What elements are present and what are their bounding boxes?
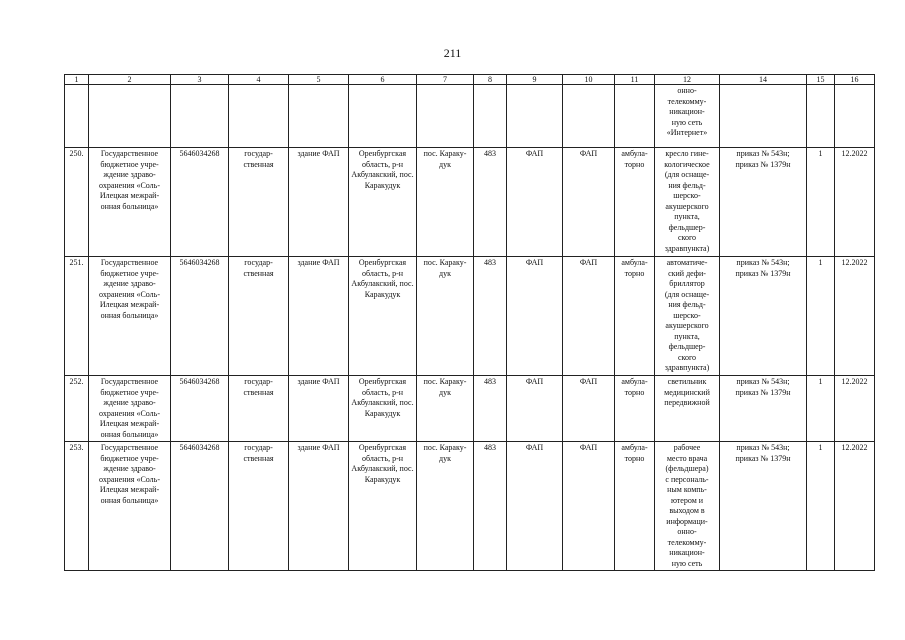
address-cell: Оренбургская область, р-н Акбулакский, пос. Каракудук [349, 376, 417, 442]
quantity-cell: 1 [807, 442, 835, 571]
row-number-cell: 251. [65, 257, 89, 376]
facility-type-cell: ФАП [563, 257, 615, 376]
inn-cell: 5646034268 [171, 257, 229, 376]
quantity-cell: 1 [807, 148, 835, 257]
ownership-cell: государ- ственная [229, 442, 289, 571]
date-cell: 12.2022 [835, 376, 875, 442]
table-row [65, 257, 875, 376]
date-cell: 12.2022 [835, 148, 875, 257]
code-cell: 483 [474, 442, 507, 571]
row-number-cell: 253. [65, 442, 89, 571]
column-header: 1 [65, 75, 89, 85]
care-mode-cell: амбула- торно [615, 148, 655, 257]
facility-type-cell: ФАП [563, 376, 615, 442]
facility-type-cell: ФАП [507, 257, 563, 376]
organization-cell: Государственное бюджетное учре-ждение здраво-охранения «Соль-Илецкая межрай-онная больница» [89, 442, 171, 571]
facility-type-cell: ФАП [563, 148, 615, 257]
column-header: 11 [615, 75, 655, 85]
equipment-cell: светильник медицинский передвижной [655, 376, 720, 442]
care-mode-cell: амбула- торно [615, 376, 655, 442]
facility-type-cell: ФАП [507, 442, 563, 571]
row-number-cell: 250. [65, 148, 89, 257]
order-cell: приказ № 543н; приказ № 1379н [720, 257, 807, 376]
facility-type-cell: ФАП [563, 442, 615, 571]
column-header: 3 [171, 75, 229, 85]
equipment-cell: автоматиче- ский дефи- бриллятор (для оснаще- ния фельд- шерско- акушерского пункта, фельдшер- ского здравпункта) [655, 257, 720, 376]
order-cell: приказ № 543н; приказ № 1379н [720, 376, 807, 442]
building-cell: здание ФАП [289, 376, 349, 442]
table-row [65, 442, 875, 571]
column-header: 9 [507, 75, 563, 85]
settlement-cell: пос. Карaку- дук [417, 257, 474, 376]
equipment-cell: кресло гине- кологическое (для оснаще- ния фельд- шерско- акушерского пункта, фельдшер- ского здравпункта) [655, 148, 720, 257]
building-cell: здание ФАП [289, 257, 349, 376]
equipment-cell: онно- телекомму- никацион- ную сеть «Интернет» [655, 85, 720, 148]
column-header: 2 [89, 75, 171, 85]
ownership-cell: государ- ственная [229, 257, 289, 376]
organization-cell: Государственное бюджетное учре-ждение здраво-охранения «Соль-Илецкая межрай-онная больница» [89, 148, 171, 257]
facility-type-cell: ФАП [507, 148, 563, 257]
organization-cell: Государственное бюджетное учре-ждение здраво-охранения «Соль-Илецкая межрай-онная больница» [89, 257, 171, 376]
ownership-cell: государ- ственная [229, 148, 289, 257]
equipment-cell: рабочее место врача (фельдшера) с персональ- ным компь- ютером и выходом в информаци- онно- телекомму- никацион- ную сеть [655, 442, 720, 571]
column-header: 6 [349, 75, 417, 85]
column-header: 4 [229, 75, 289, 85]
column-header: 5 [289, 75, 349, 85]
order-cell: приказ № 543н; приказ № 1379н [720, 442, 807, 571]
continuation-row [65, 85, 875, 148]
address-cell: Оренбургская область, р-н Акбулакский, пос. Каракудук [349, 257, 417, 376]
column-header: 14 [720, 75, 807, 85]
ownership-cell: государ- ственная [229, 376, 289, 442]
table-row [65, 148, 875, 257]
date-cell: 12.2022 [835, 257, 875, 376]
settlement-cell: пос. Карaку- дук [417, 376, 474, 442]
inn-cell: 5646034268 [171, 148, 229, 257]
equipment-register-table [64, 74, 875, 571]
inn-cell: 5646034268 [171, 442, 229, 571]
quantity-cell: 1 [807, 376, 835, 442]
order-cell: приказ № 543н; приказ № 1379н [720, 148, 807, 257]
settlement-cell: пос. Карaку- дук [417, 148, 474, 257]
table-row [65, 376, 875, 442]
address-cell: Оренбургская область, р-н Акбулакский, пос. Каракудук [349, 148, 417, 257]
building-cell: здание ФАП [289, 442, 349, 571]
settlement-cell: пос. Карaку- дук [417, 442, 474, 571]
date-cell: 12.2022 [835, 442, 875, 571]
code-cell: 483 [474, 148, 507, 257]
address-cell: Оренбургская область, р-н Акбулакский, пос. Каракудук [349, 442, 417, 571]
care-mode-cell: амбула- торно [615, 442, 655, 571]
row-number-cell: 252. [65, 376, 89, 442]
column-header: 10 [563, 75, 615, 85]
code-cell: 483 [474, 257, 507, 376]
inn-cell: 5646034268 [171, 376, 229, 442]
column-number-row [65, 75, 875, 85]
column-header: 7 [417, 75, 474, 85]
quantity-cell: 1 [807, 257, 835, 376]
column-header: 12 [655, 75, 720, 85]
page-number: 211 [443, 46, 462, 60]
column-header: 16 [835, 75, 875, 85]
column-header: 8 [474, 75, 507, 85]
code-cell: 483 [474, 376, 507, 442]
organization-cell: Государственное бюджетное учре-ждение здраво-охранения «Соль-Илецкая межрай-онная больница» [89, 376, 171, 442]
facility-type-cell: ФАП [507, 376, 563, 442]
column-header: 15 [807, 75, 835, 85]
building-cell: здание ФАП [289, 148, 349, 257]
care-mode-cell: амбула- торно [615, 257, 655, 376]
